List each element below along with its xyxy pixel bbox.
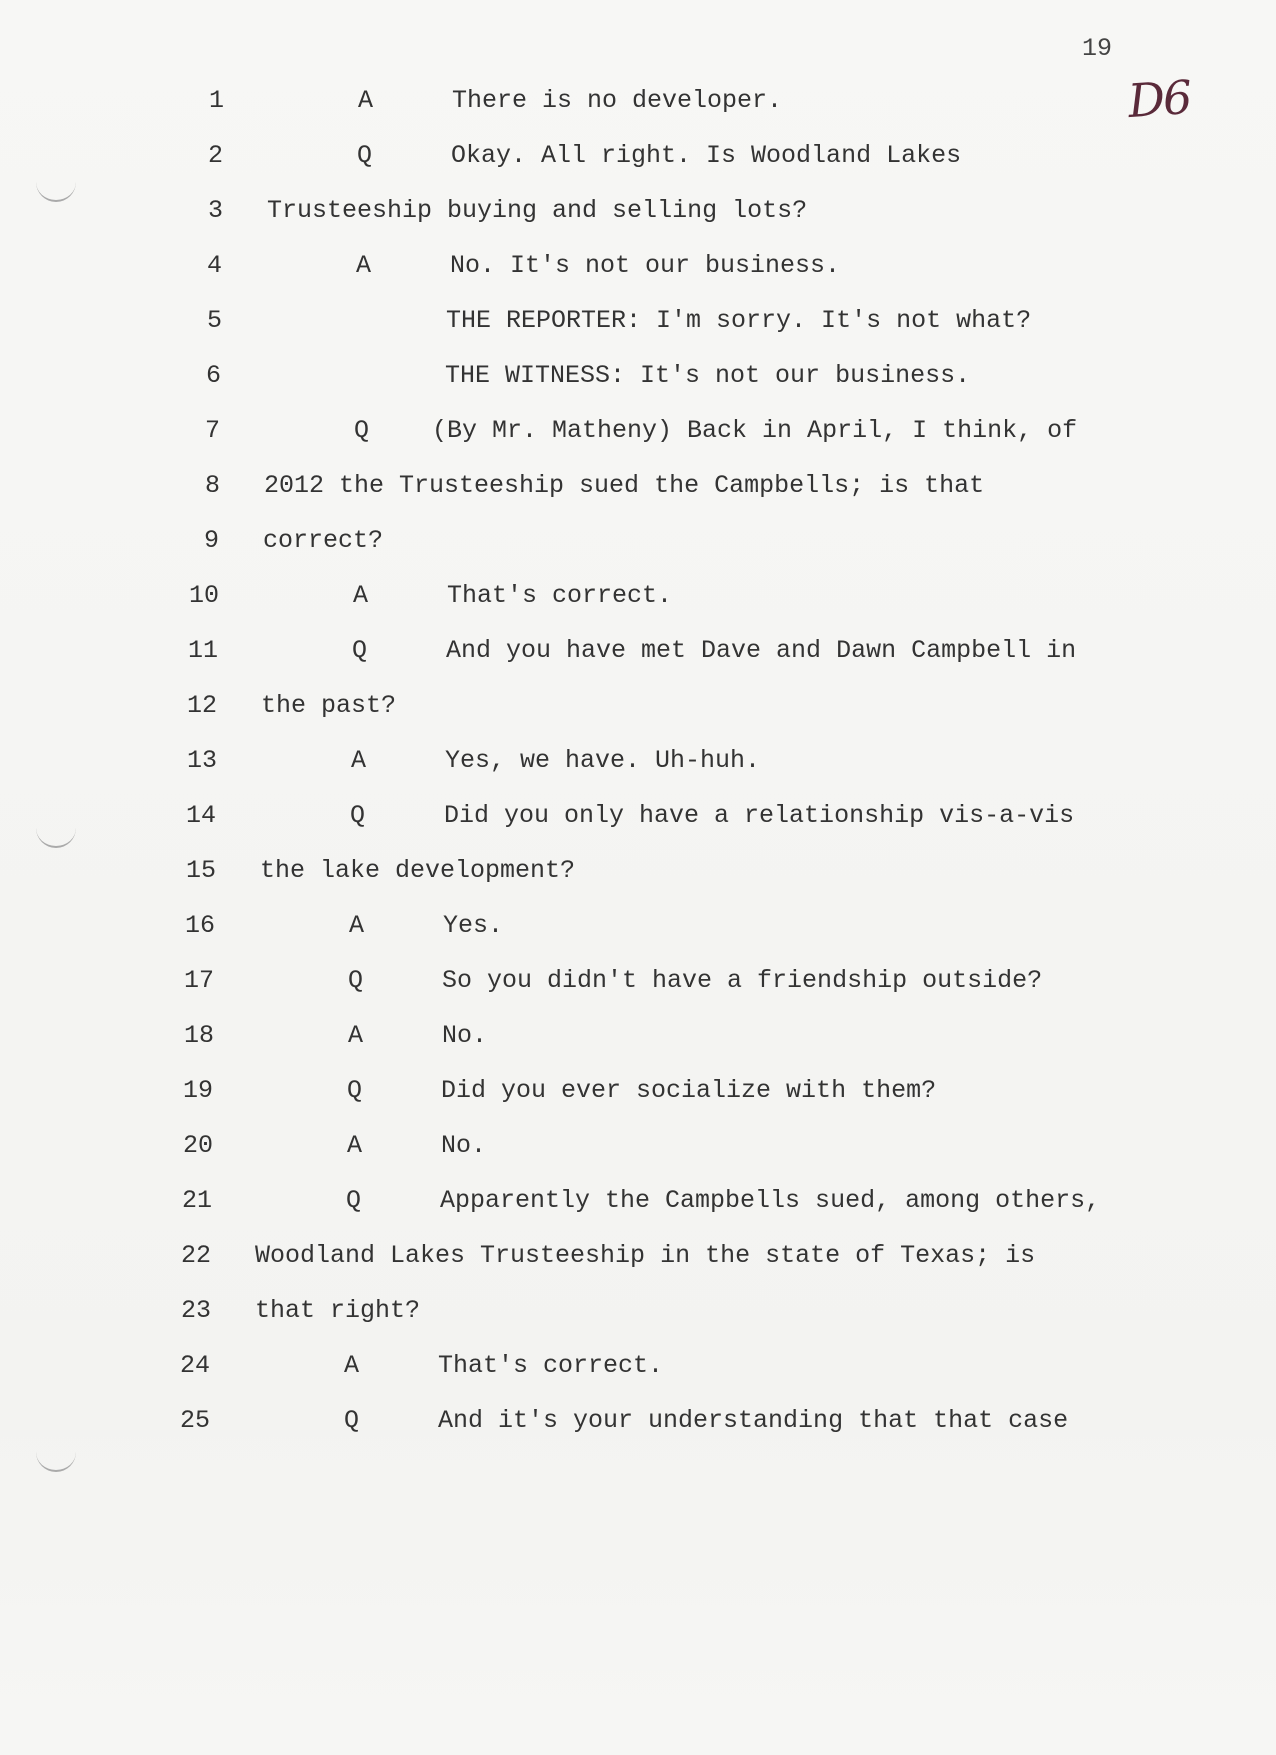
line-number: 25 [179, 1406, 210, 1435]
transcript-line [0, 306, 1276, 346]
line-text: Yes, we have. Uh-huh. [445, 746, 761, 775]
line-text: Apparently the Campbells sued, among others, [440, 1186, 1101, 1215]
line-number: 13 [186, 746, 217, 775]
transcript-line [0, 86, 1276, 126]
line-number: 11 [187, 636, 218, 665]
line-number: 24 [179, 1351, 210, 1380]
transcript-line [0, 361, 1276, 401]
line-text: That's correct. [447, 581, 673, 610]
transcript-line [0, 1076, 1276, 1116]
transcript-line [0, 636, 1276, 676]
line-number: 21 [181, 1186, 212, 1215]
speaker-label: A [347, 1131, 363, 1160]
line-text: No. [442, 1021, 488, 1050]
speaker-label: Q [354, 416, 370, 445]
transcript-line [0, 581, 1276, 621]
speaker-label: A [348, 1021, 364, 1050]
line-text: THE WITNESS: It's not our business. [445, 361, 971, 390]
transcript-line [0, 1021, 1276, 1061]
line-text: And you have met Dave and Dawn Campbell in [446, 636, 1077, 665]
transcript-line [0, 251, 1276, 291]
line-text: Trusteeship buying and selling lots? [267, 196, 808, 225]
transcript-line [0, 526, 1276, 566]
line-text: There is no developer. [452, 86, 783, 115]
line-text: (By Mr. Matheny) Back in April, I think, of [432, 416, 1078, 445]
line-text: No. [441, 1131, 487, 1160]
speaker-label: A [351, 746, 367, 775]
line-number: 22 [180, 1241, 211, 1270]
page-number: 19 [1082, 34, 1113, 63]
line-number: 15 [185, 856, 216, 885]
line-text: Okay. All right. Is Woodland Lakes [451, 141, 962, 170]
line-number: 9 [203, 526, 219, 555]
speaker-label: A [358, 86, 374, 115]
line-number: 4 [206, 251, 222, 280]
line-text: Did you only have a relationship vis-a-vis [444, 801, 1075, 830]
line-number: 6 [205, 361, 221, 390]
speaker-label: A [344, 1351, 360, 1380]
speaker-label: Q [348, 966, 364, 995]
speaker-label: A [349, 911, 365, 940]
line-text: 2012 the Trusteeship sued the Campbells; is that [264, 471, 985, 500]
line-number: 5 [206, 306, 222, 335]
exhibit-mark: D6 [1126, 69, 1192, 129]
line-text: the lake development? [260, 856, 576, 885]
line-number: 17 [183, 966, 214, 995]
line-text: That's correct. [438, 1351, 664, 1380]
transcript-line [0, 691, 1276, 731]
line-text: correct? [263, 526, 384, 555]
transcript-line [0, 1186, 1276, 1226]
line-number: 12 [186, 691, 217, 720]
speaker-label: Q [347, 1076, 363, 1105]
speaker-label: A [356, 251, 372, 280]
transcript-line [0, 1406, 1276, 1446]
line-number: 3 [207, 196, 223, 225]
speaker-label: Q [357, 141, 373, 170]
line-number: 23 [180, 1296, 211, 1325]
transcript-line [0, 1351, 1276, 1391]
transcript-line [0, 141, 1276, 181]
line-text: And it's your understanding that that case [438, 1406, 1069, 1435]
transcript-line [0, 746, 1276, 786]
line-text: that right? [255, 1296, 421, 1325]
transcript-line [0, 1296, 1276, 1336]
binder-hole-mark [36, 1446, 76, 1472]
speaker-label: Q [344, 1406, 360, 1435]
line-number: 8 [204, 471, 220, 500]
line-number: 16 [184, 911, 215, 940]
transcript-line [0, 1131, 1276, 1171]
transcript-line [0, 471, 1276, 511]
line-text: THE REPORTER: I'm sorry. It's not what? [446, 306, 1032, 335]
line-number: 7 [204, 416, 220, 445]
speaker-label: Q [350, 801, 366, 830]
line-text: Yes. [443, 911, 504, 940]
line-text: the past? [261, 691, 397, 720]
line-text: Did you ever socialize with them? [441, 1076, 937, 1105]
line-number: 19 [182, 1076, 213, 1105]
transcript-line [0, 416, 1276, 456]
line-text: Woodland Lakes Trusteeship in the state of Texas; is [255, 1241, 1036, 1270]
transcript-line [0, 966, 1276, 1006]
transcript-line [0, 856, 1276, 896]
transcript-line [0, 196, 1276, 236]
line-number: 10 [188, 581, 219, 610]
transcript-line [0, 801, 1276, 841]
line-number: 20 [182, 1131, 213, 1160]
speaker-label: A [353, 581, 369, 610]
speaker-label: Q [346, 1186, 362, 1215]
line-number: 1 [208, 86, 224, 115]
line-number: 2 [207, 141, 223, 170]
line-number: 18 [183, 1021, 214, 1050]
transcript-line [0, 911, 1276, 951]
line-number: 14 [185, 801, 216, 830]
line-text: No. It's not our business. [450, 251, 841, 280]
line-text: So you didn't have a friendship outside? [442, 966, 1043, 995]
transcript-line [0, 1241, 1276, 1281]
speaker-label: Q [352, 636, 368, 665]
